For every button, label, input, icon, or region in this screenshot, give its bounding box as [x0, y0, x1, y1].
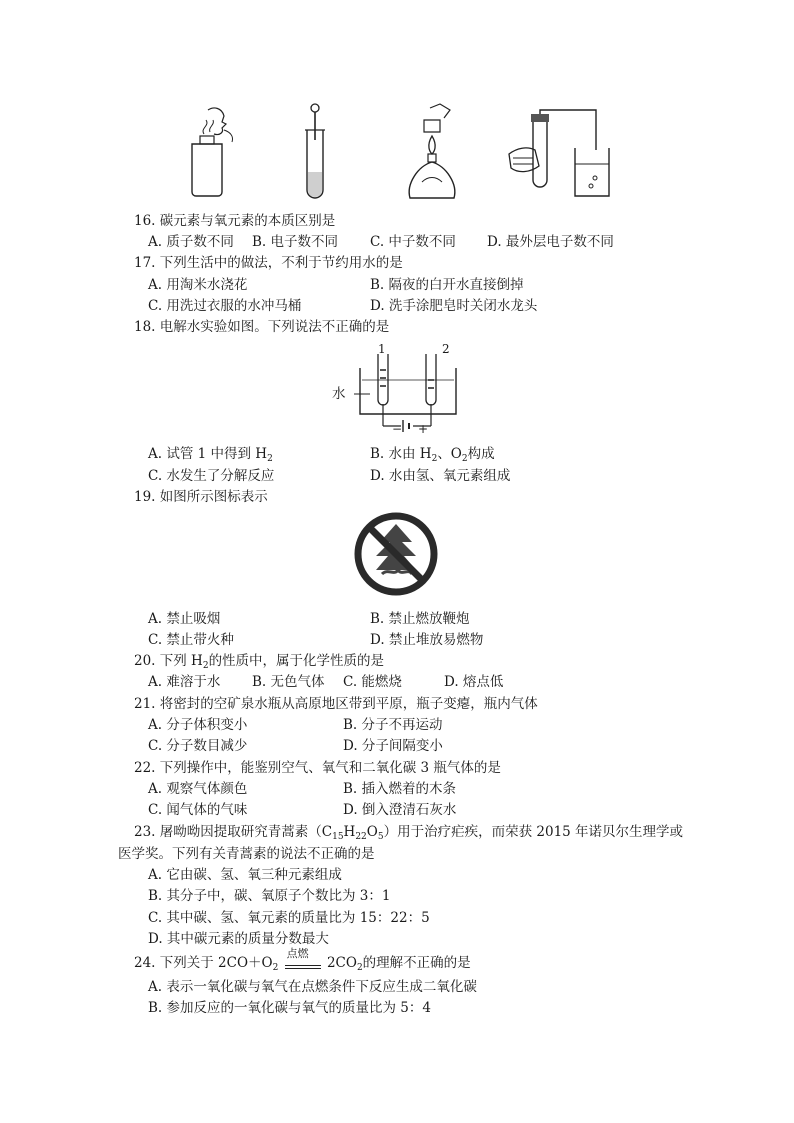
q20-option-d: D. 熔点低 — [444, 674, 504, 690]
q22-option-d: D. 倒入澄清石灰水 — [343, 802, 457, 818]
q19-option-c: C. 禁止带火种 — [148, 632, 234, 648]
q23-option-c: C. 其中碳、氢、氧元素的质量比为 15：22：5 — [148, 910, 430, 926]
q23-option-d: D. 其中碳元素的质量分数最大 — [148, 931, 329, 947]
question-16-stem: 16. 碳元素与氧元素的本质区别是 — [134, 213, 336, 229]
q19-option-a: A. 禁止吸烟 — [148, 611, 221, 627]
q18-option-a: A. 试管 1 中得到 $H_2$ — [148, 446, 273, 464]
q17-option-d: D. 洗手涂肥皂时关闭水龙头 — [370, 298, 538, 314]
q22-option-c: C. 闻气体的气味 — [148, 802, 248, 818]
question-24-stem: 24. 下列关于 $2CO+O_2$ 点燃 $2CO_2$的理解不正确的是 — [134, 947, 471, 973]
q16-option-a: A. 质子数不同 — [148, 234, 234, 250]
electrolysis-figure — [330, 340, 470, 440]
q19-option-d: D. 禁止堆放易燃物 — [370, 632, 484, 648]
q22-option-a: A. 观察气体颜色 — [148, 781, 248, 797]
q21-option-a: A. 分子体积变小 — [148, 717, 248, 733]
question-21-stem: 21. 将密封的空矿泉水瓶从高原地区带到平原，瓶子变瘪，瓶内气体 — [134, 696, 538, 712]
water-label: 水 — [332, 386, 346, 402]
q16-option-b: B. 电子数不同 — [252, 234, 339, 250]
q23-option-a: A. 它由碳、氢、氧三种元素组成 — [148, 867, 342, 883]
q22-option-b: B. 插入燃着的木条 — [343, 781, 457, 797]
q20-option-b: B. 无色气体 — [252, 674, 325, 690]
q17-option-b: B. 隔夜的白开水直接倒掉 — [370, 277, 524, 293]
airtightness-check-figure — [505, 108, 615, 200]
question-17-stem: 17. 下列生活中的做法，不利于节约用水的是 — [134, 255, 403, 271]
no-fire-sign-icon — [354, 512, 438, 596]
q16-option-c: C. 中子数不同 — [370, 234, 456, 250]
q23-option-b: B. 其分子中，碳、氧原子个数比为 3：1 — [148, 888, 391, 904]
q21-option-d: D. 分子间隔变小 — [343, 738, 443, 754]
tube-2-label: 2 — [442, 342, 450, 356]
positive-pole: + — [418, 422, 429, 436]
q18-option-b: B. 水由 $H_2$、$O_2$构成 — [370, 446, 495, 464]
dropper-test-tube-figure — [298, 102, 332, 200]
q24-option-a: A. 表示一氧化碳与氧气在点燃条件下反应生成二氧化碳 — [148, 979, 477, 995]
q18-option-d: D. 水由氢、氧元素组成 — [370, 468, 511, 484]
tube-1-label: 1 — [378, 342, 386, 356]
reaction-condition: 点燃 — [283, 954, 323, 972]
question-19-stem: 19. 如图所示图标表示 — [134, 489, 268, 505]
q21-option-c: C. 分子数目减少 — [148, 738, 248, 754]
question-22-stem: 22. 下列操作中，能鉴别空气、氧气和二氧化碳 3 瓶气体的是 — [134, 760, 501, 776]
q20-option-a: A. 难溶于水 — [148, 674, 221, 690]
question-23-stem-line2: 医学奖。下列有关青蒿素的说法不正确的是 — [118, 846, 375, 862]
q19-option-b: B. 禁止燃放鞭炮 — [370, 611, 470, 627]
question-20-stem: 20. 下列 $H_2$的性质中，属于化学性质的是 — [134, 653, 385, 671]
q17-option-a: A. 用淘米水浇花 — [148, 277, 248, 293]
smell-gas-figure — [180, 104, 242, 200]
q17-option-c: C. 用洗过衣服的水冲马桶 — [148, 298, 302, 314]
q20-option-c: C. 能燃烧 — [343, 674, 402, 690]
question-23-stem: 23. 屠呦呦因提取研究青蒿素$(C_{15}H_{22}O_5)$用于治疗疟疾，而荣获 2015 年诺贝尔生理学或 — [134, 824, 684, 842]
negative-pole: − — [392, 422, 403, 436]
question-18-stem: 18. 电解水实验如图。下列说法不正确的是 — [134, 319, 390, 335]
alcohol-lamp-figure — [400, 102, 464, 202]
q16-option-d: D. 最外层电子数不同 — [487, 234, 614, 250]
q24-option-b: B. 参加反应的一氧化碳与氧气的质量比为 5：4 — [148, 1000, 431, 1016]
q18-option-c: C. 水发生了分解反应 — [148, 468, 275, 484]
q21-option-b: B. 分子不再运动 — [343, 717, 443, 733]
